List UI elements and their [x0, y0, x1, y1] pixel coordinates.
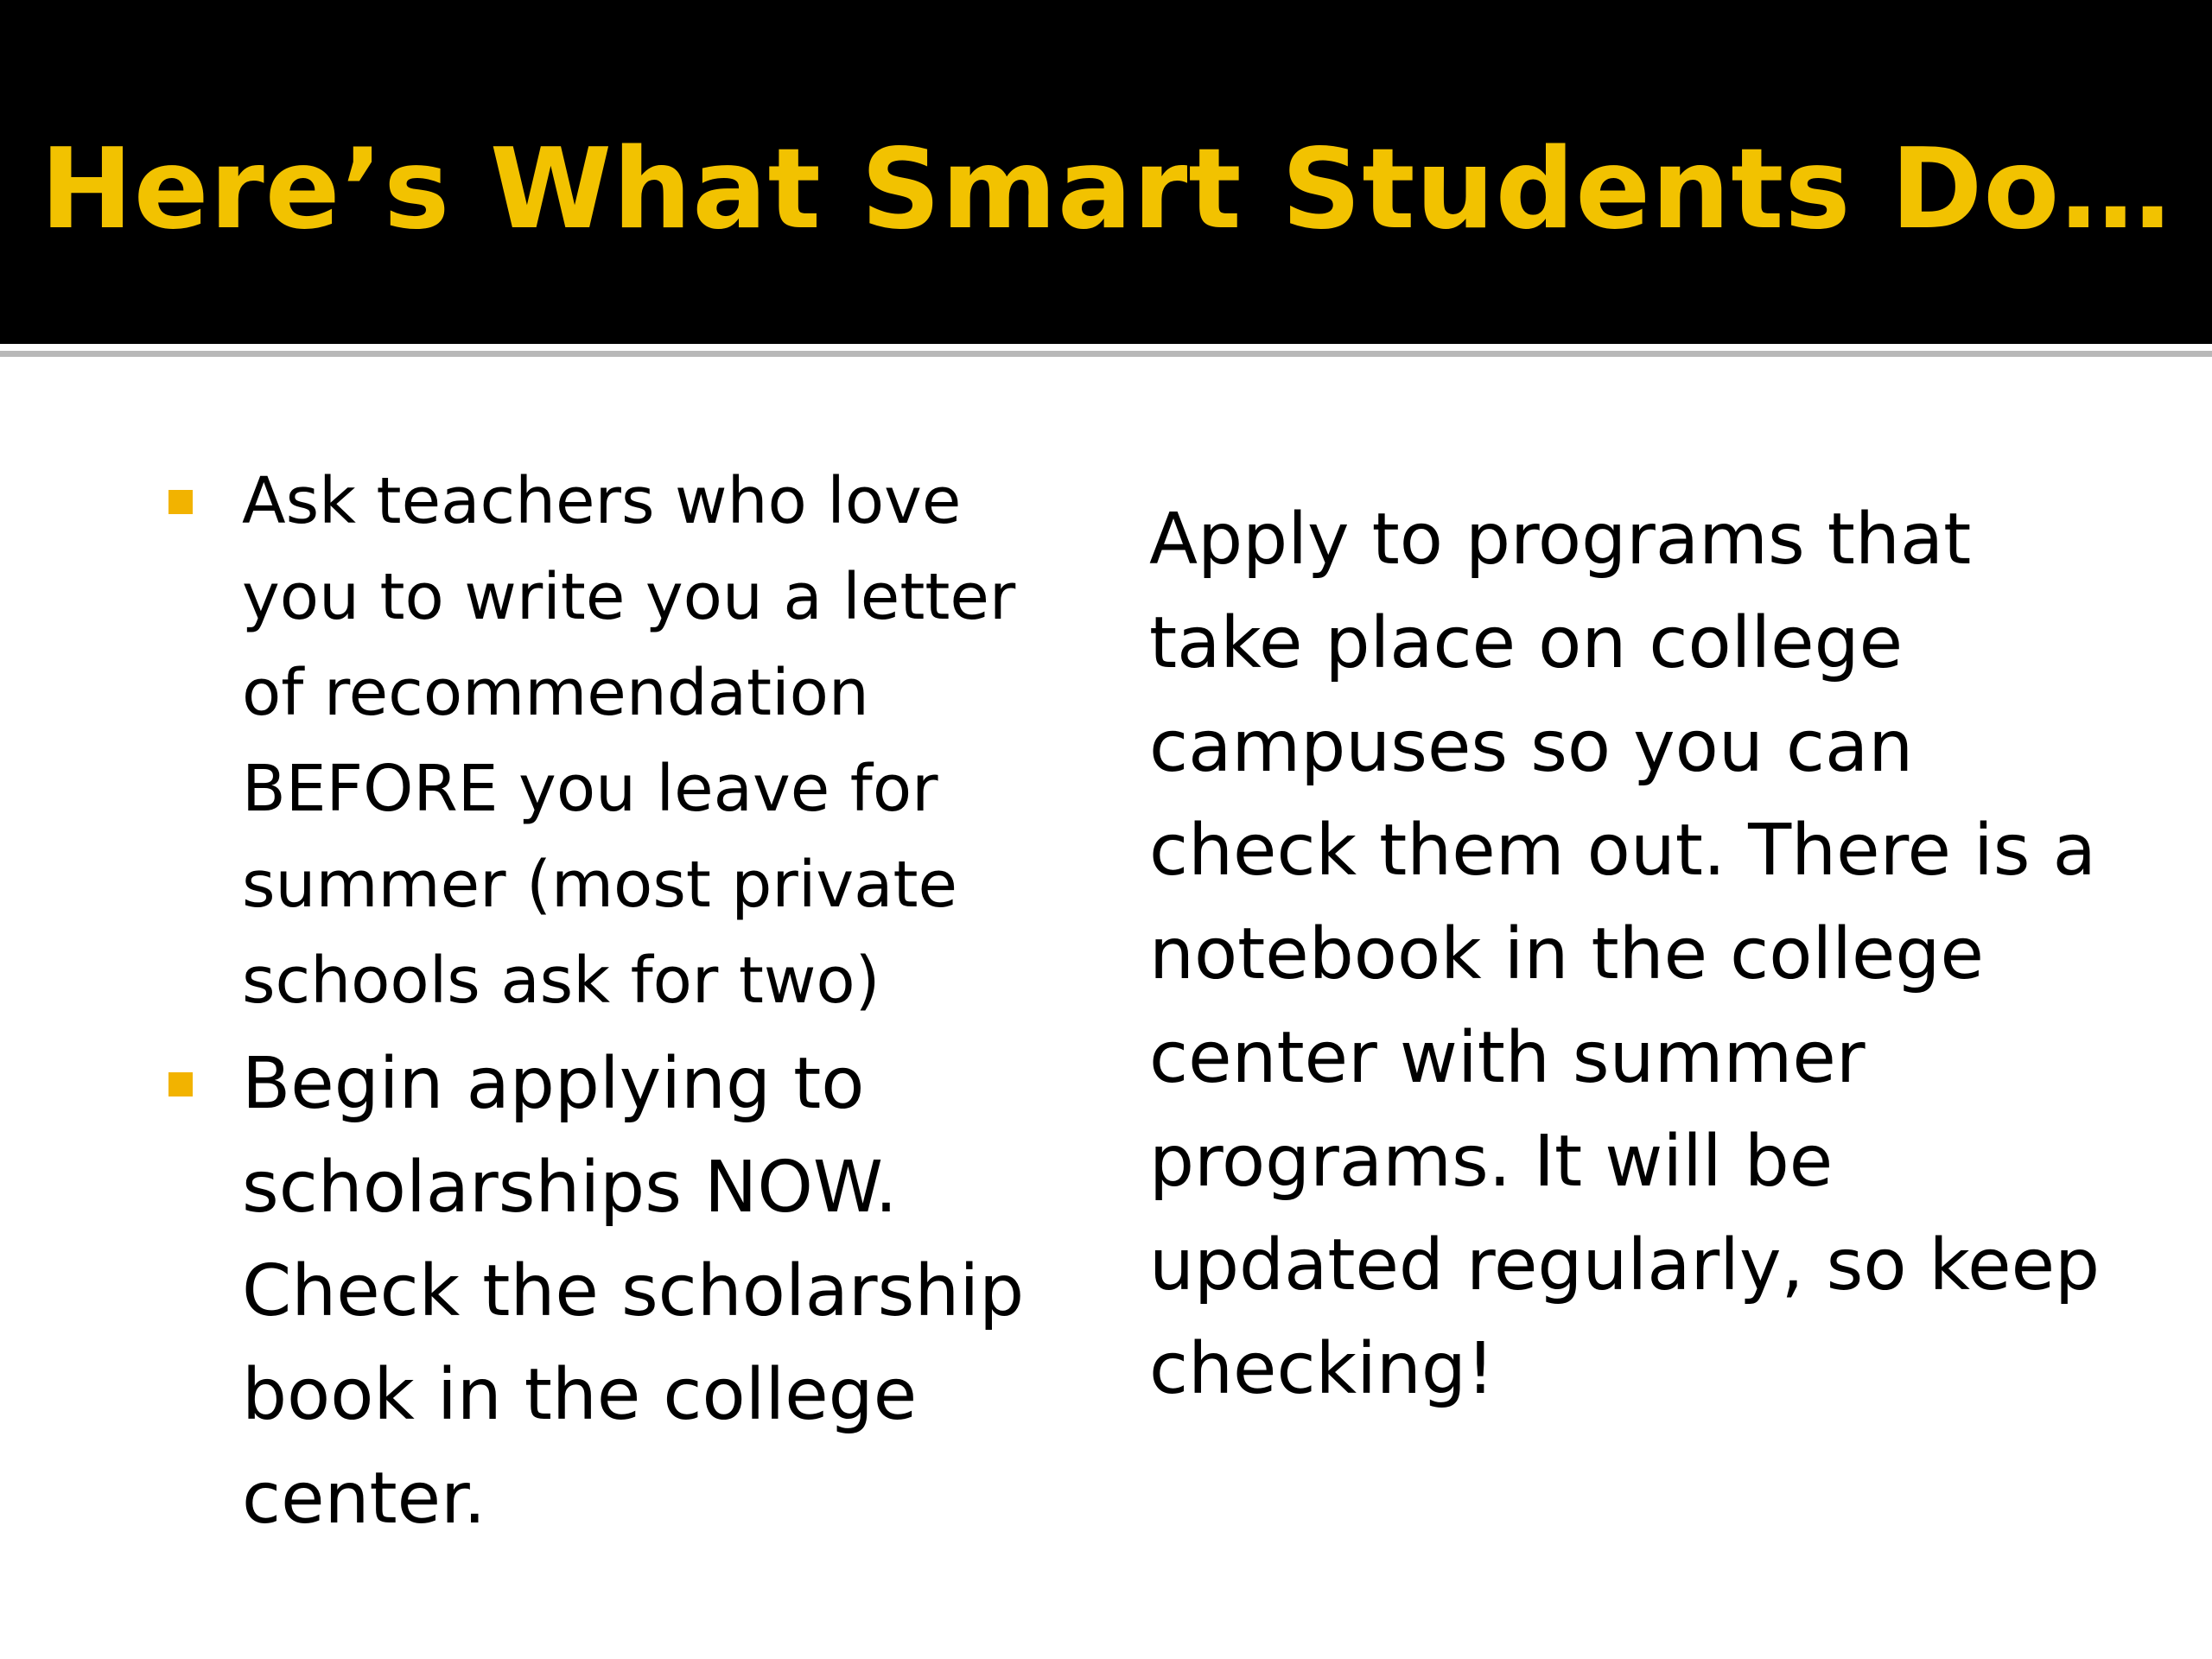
- bullet-text: Begin applying to scholarships NOW. Check the scholarship book in the college center.: [242, 1043, 1025, 1540]
- summer-programs-text: Apply to programs that take place on college campuses so you can check them out. There is a notebook in the college center with summer programs. It will be updated regularly, so keep checking!: [1149, 499, 2101, 1410]
- bullet-item: [156, 1033, 1071, 1551]
- bullet-text: Ask teachers who love you to write you a letter of recommendation BEFORE you leave for summer (most private schools ask for two): [242, 464, 1016, 1018]
- square-bullet-icon: [168, 1072, 193, 1096]
- left-content-column: [156, 454, 1071, 1551]
- title-divider: [0, 351, 2212, 357]
- square-bullet-icon: [168, 490, 193, 514]
- slide-title: Here’s What Smart Students Do…: [40, 125, 2172, 254]
- title-rule-gap: [0, 344, 2212, 351]
- bullet-item: [156, 454, 1071, 1029]
- right-content-column: [1149, 488, 2126, 1421]
- title-bar: [0, 0, 2212, 344]
